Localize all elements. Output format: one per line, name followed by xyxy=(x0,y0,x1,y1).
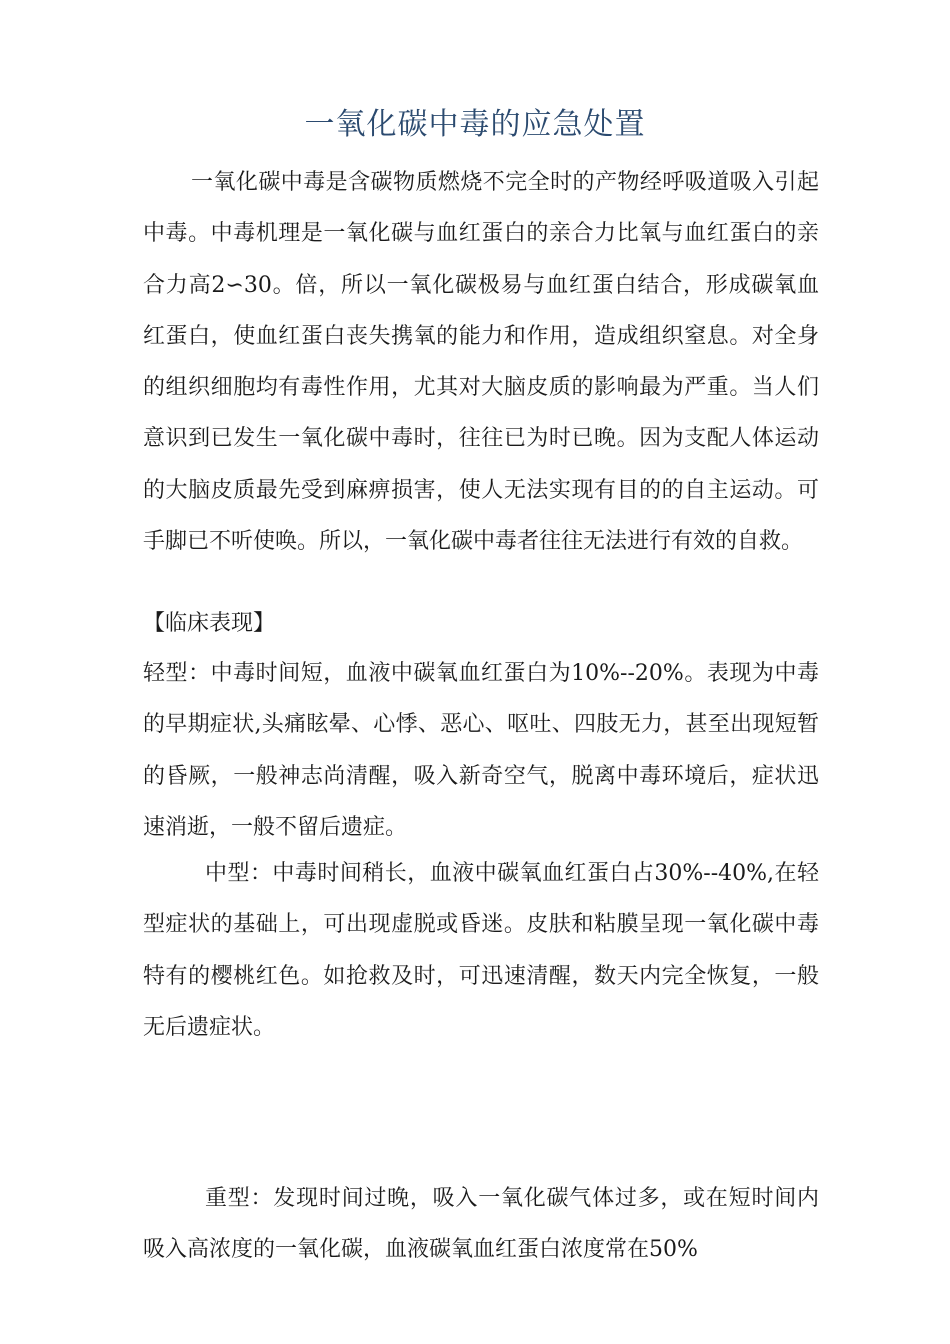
moderate-type-paragraph: 中型：中毒时间稍长，血液中碳氧血红蛋白占30%--40%,在轻型症状的基础上，可出现虚脱或昏迷。皮肤和粘膜呈现一氧化碳中毒特有的樱桃红色。如抢救及时，可迅速清醒，数天内完全恢复，一般无后遗症状。 xyxy=(143,861,819,1040)
document-title: 一氧化碳中毒的应急处置 xyxy=(304,107,646,142)
severe-type-paragraph: 重型：发现时间过晚，吸入一氧化碳气体过多，或在短时间内吸入高浓度的一氧化碳，血液碳氧血红蛋白浓度常在50% xyxy=(143,1186,819,1263)
section-heading-clinical: 【临床表现】 xyxy=(143,611,276,636)
intro-paragraph: 一氧化碳中毒是含碳物质燃烧不完全时的产物经呼吸道吸入引起中毒。中毒机理是一氧化碳与血红蛋白的亲合力比氧与血红蛋白的亲合力高2∽30。倍，所以一氧化碳极易与血红蛋白结合，形成碳氧血红蛋白，使血红蛋白丧失携氧的能力和作用，造成组织窒息。对全身的组织细胞均有毒性作用，尤其对大脑皮质的影响最为严重。当人们意识到已发生一氧化碳中毒时，往往已为时已晚。因为支配人体运动的大脑皮质最先受到麻痹损害，使人无法实现有目的的自主运动。可手脚已不听使唤。所以，一氧化碳中毒者往往无法进行有效的自救。 xyxy=(143,170,819,555)
mild-type-paragraph: 轻型：中毒时间短，血液中碳氧血红蛋白为10%--20%。表现为中毒的早期症状,头痛眩晕、心悸、恶心、呕吐、四肢无力，甚至出现短暂的昏厥，一般神志尚清醒，吸入新奇空气，脱离中毒环境后，症状迅速消逝，一般不留后遗症。 xyxy=(143,661,819,840)
